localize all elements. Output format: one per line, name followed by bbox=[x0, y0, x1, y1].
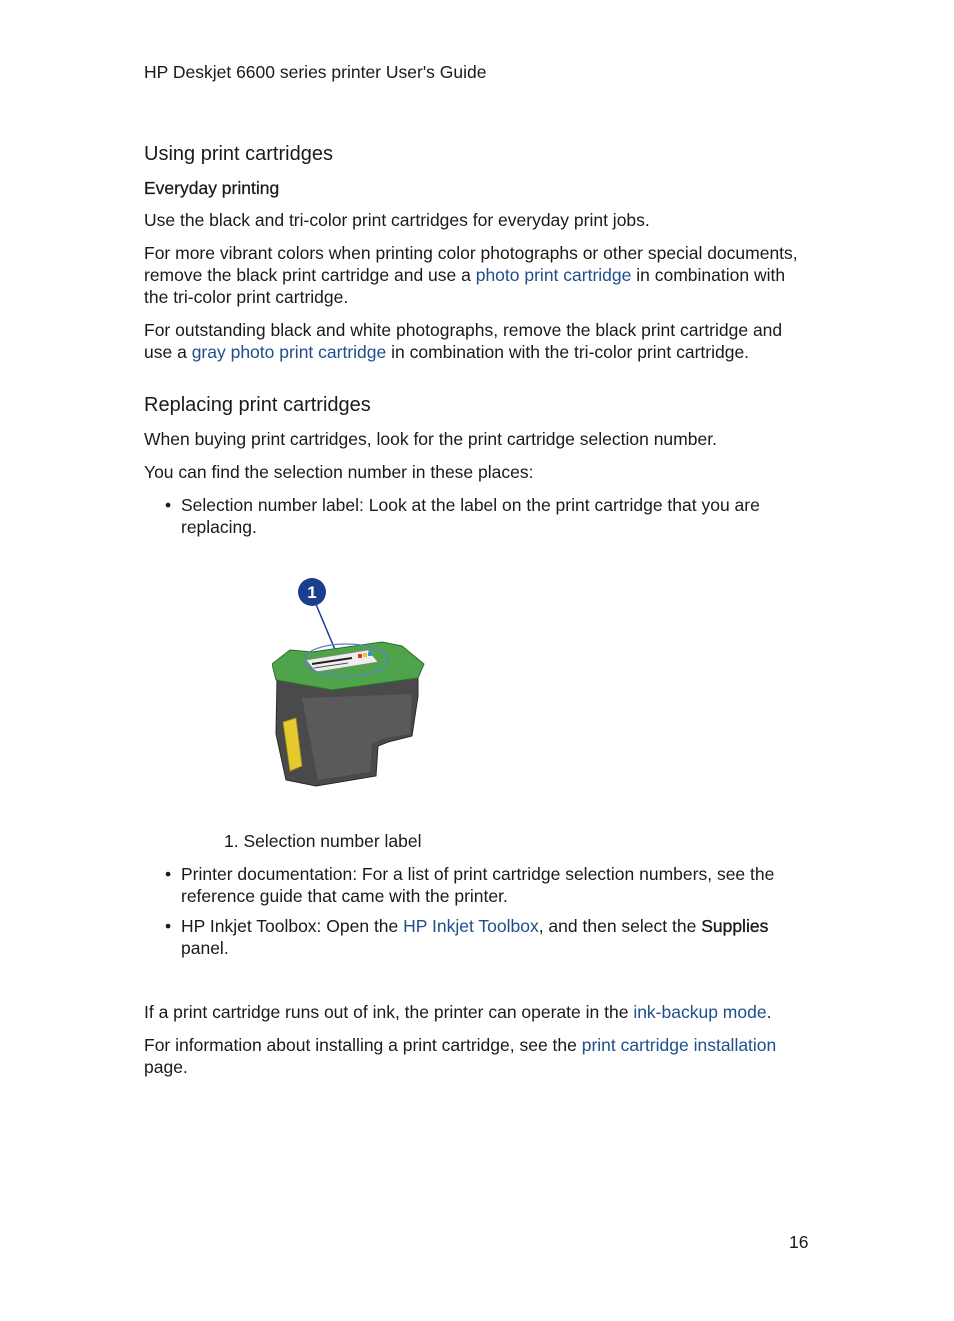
list-item bbox=[144, 494, 814, 538]
text-span: For information about installing a print cartridge, see the bbox=[144, 1035, 582, 1055]
figure-caption: 1. Selection number label bbox=[224, 831, 422, 851]
text-span: If a print cartridge runs out of ink, the printer can operate in the bbox=[144, 1002, 634, 1022]
cartridge-figure bbox=[144, 560, 814, 830]
bullet-glyph: • bbox=[165, 495, 172, 515]
text-span: panel. bbox=[181, 938, 229, 958]
list-item bbox=[144, 863, 814, 907]
bullet-glyph: • bbox=[165, 916, 172, 936]
text-span: . bbox=[766, 1002, 772, 1022]
text-span: page. bbox=[144, 1057, 188, 1077]
text-span: For more vibrant colors when printing color photographs or other special documents, remove the black print cartridge and use a bbox=[144, 243, 798, 285]
paragraph-find-places: You can find the selection number in these places: bbox=[144, 462, 534, 482]
text-span: in combination with the tri-color print cartridge. bbox=[144, 265, 786, 307]
paragraph-vibrant-colors bbox=[144, 242, 814, 308]
paragraph-selection-number: When buying print cartridges, look for the print cartridge selection number. bbox=[144, 429, 717, 449]
label-color-cyan bbox=[368, 652, 372, 656]
section-title-replacing: Replacing print cartridges bbox=[144, 394, 371, 416]
bullet-glyph: • bbox=[165, 864, 172, 884]
running-header: HP Deskjet 6600 series printer User's Guide bbox=[144, 62, 487, 82]
paragraph-black-white bbox=[144, 319, 814, 363]
list-item bbox=[144, 915, 814, 959]
paragraph-installation bbox=[144, 1034, 814, 1078]
page-content bbox=[144, 142, 814, 1089]
label-color-yellow bbox=[363, 653, 367, 657]
callout-number: 1 bbox=[307, 583, 317, 602]
text-span: , and then select the bbox=[538, 916, 702, 936]
paragraph-ink-backup bbox=[144, 1001, 814, 1023]
subsection-title-everyday: Everyday printing bbox=[144, 178, 280, 198]
text-span: For outstanding black and white photographs, remove the black print cartridge and use a bbox=[144, 320, 783, 362]
places-list-continued bbox=[144, 863, 814, 959]
section-title-using: Using print cartridges bbox=[144, 143, 333, 165]
hp-inkjet-toolbox-link[interactable]: HP Inkjet Toolbox bbox=[403, 916, 539, 936]
paragraph-everyday: Use the black and tri-color print cartridges for everyday print jobs. bbox=[144, 210, 650, 230]
gray-photo-print-cartridge-link[interactable]: gray photo print cartridge bbox=[191, 342, 387, 362]
supplies-label: Supplies bbox=[701, 916, 769, 936]
spacer bbox=[144, 967, 814, 1001]
text-span: HP Inkjet Toolbox: Open the bbox=[181, 916, 404, 936]
ink-backup-mode-link[interactable]: ink-backup mode bbox=[633, 1002, 767, 1022]
photo-print-cartridge-link[interactable]: photo print cartridge bbox=[475, 265, 632, 285]
text-span: in combination with the tri-color print cartridge. bbox=[386, 342, 750, 362]
print-cartridge-illustration bbox=[272, 568, 442, 798]
label-color-red bbox=[358, 654, 362, 658]
print-cartridge-installation-link[interactable]: print cartridge installation bbox=[581, 1035, 777, 1055]
places-list bbox=[144, 494, 814, 538]
list-item-text: Selection number label: Look at the label on the print cartridge that you are replacing. bbox=[181, 495, 760, 537]
page-number: 16 bbox=[789, 1232, 809, 1252]
list-item-text: Printer documentation: For a list of print cartridge selection numbers, see the reference guide that came with the printer. bbox=[181, 864, 775, 906]
